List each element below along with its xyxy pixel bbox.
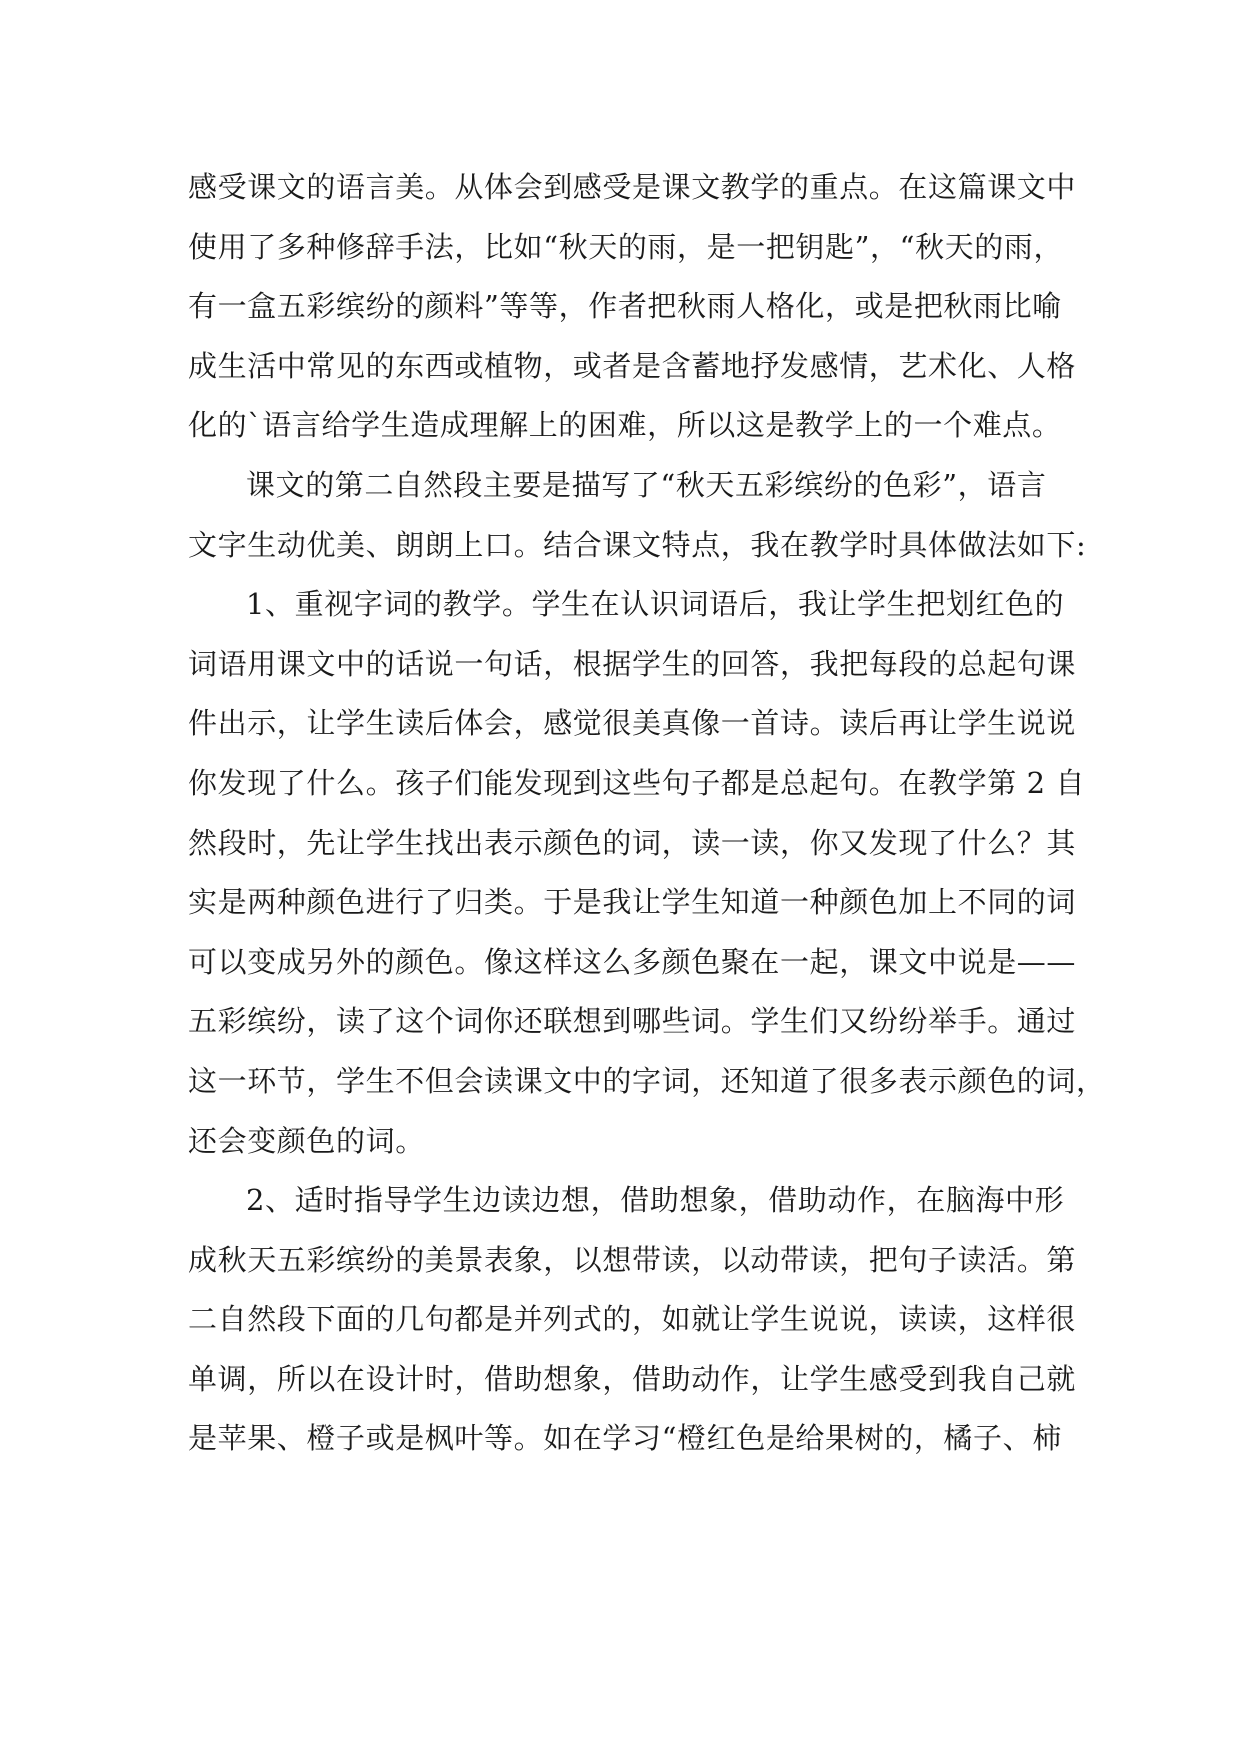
- text-line: 是苹果、橙子或是枫叶等。如在学习“橙红色是给果树的，橘子、柿: [188, 1421, 1062, 1456]
- text-line: 成秋天五彩缤纷的美景表象，以想带读，以动带读，把句子读活。第: [188, 1242, 1077, 1277]
- text-line: 感受课文的语言美。从体会到感受是课文教学的重点。在这篇课文中: [188, 170, 1077, 204]
- text-line: 二自然段下面的几句都是并列式的，如就让学生说说，读读，这样很: [188, 1302, 1077, 1337]
- text-line: 实是两种颜色进行了归类。于是我让学生知道一种颜色加上不同的词: [188, 885, 1077, 920]
- text-line: 还会变颜色的词。: [188, 1123, 425, 1158]
- text-line: 你发现了什么。孩子们能发现到这些句子都是总起句。在教学第 2 自: [188, 765, 1086, 800]
- text-line: 成生活中常见的东西或植物，或者是含蓄地抒发感情，艺术化、人格: [188, 348, 1077, 383]
- text-line: 1、重视字词的教学。学生在认识词语后，我让学生把划红色的: [246, 587, 1065, 622]
- text-line: 可以变成另外的颜色。像这样这么多颜色聚在一起，课文中说是——: [188, 944, 1077, 979]
- text-line: 单调，所以在设计时，借助想象，借助动作，让学生感受到我自己就: [188, 1361, 1077, 1396]
- text-line: 化的`语言给学生造成理解上的困难，所以这是教学上的一个难点。: [188, 408, 1062, 443]
- document-body: [188, 158, 1106, 1469]
- text-line: 2、适时指导学生边读边想，借助想象，借助动作，在脑海中形: [246, 1183, 1065, 1218]
- text-line: 有一盒五彩缤纷的颜料”等等，作者把秋雨人格化，或是把秋雨比喻: [188, 289, 1062, 324]
- text-line: 词语用课文中的话说一句话，根据学生的回答，我把每段的总起句课: [188, 646, 1077, 681]
- text-line: 文字生动优美、朗朗上口。结合课文特点，我在教学时具体做法如下:: [188, 527, 1087, 562]
- text-line: 课文的第二自然段主要是描写了“秋天五彩缤纷的色彩”，语言: [246, 467, 1047, 502]
- text-line: 然段时，先让学生找出表示颜色的词，读一读，你又发现了什么？其: [188, 825, 1077, 860]
- text-line: 件出示，让学生读后体会，感觉很美真像一首诗。读后再让学生说说: [188, 706, 1077, 741]
- text-line: 使用了多种修辞手法，比如“秋天的雨，是一把钥匙”，“秋天的雨，: [188, 229, 1064, 264]
- text-line: 五彩缤纷，读了这个词你还联想到哪些词。学生们又纷纷举手。通过: [188, 1004, 1077, 1039]
- text-line: 这一环节，学生不但会读课文中的字词，还知道了很多表示颜色的词，: [188, 1063, 1106, 1098]
